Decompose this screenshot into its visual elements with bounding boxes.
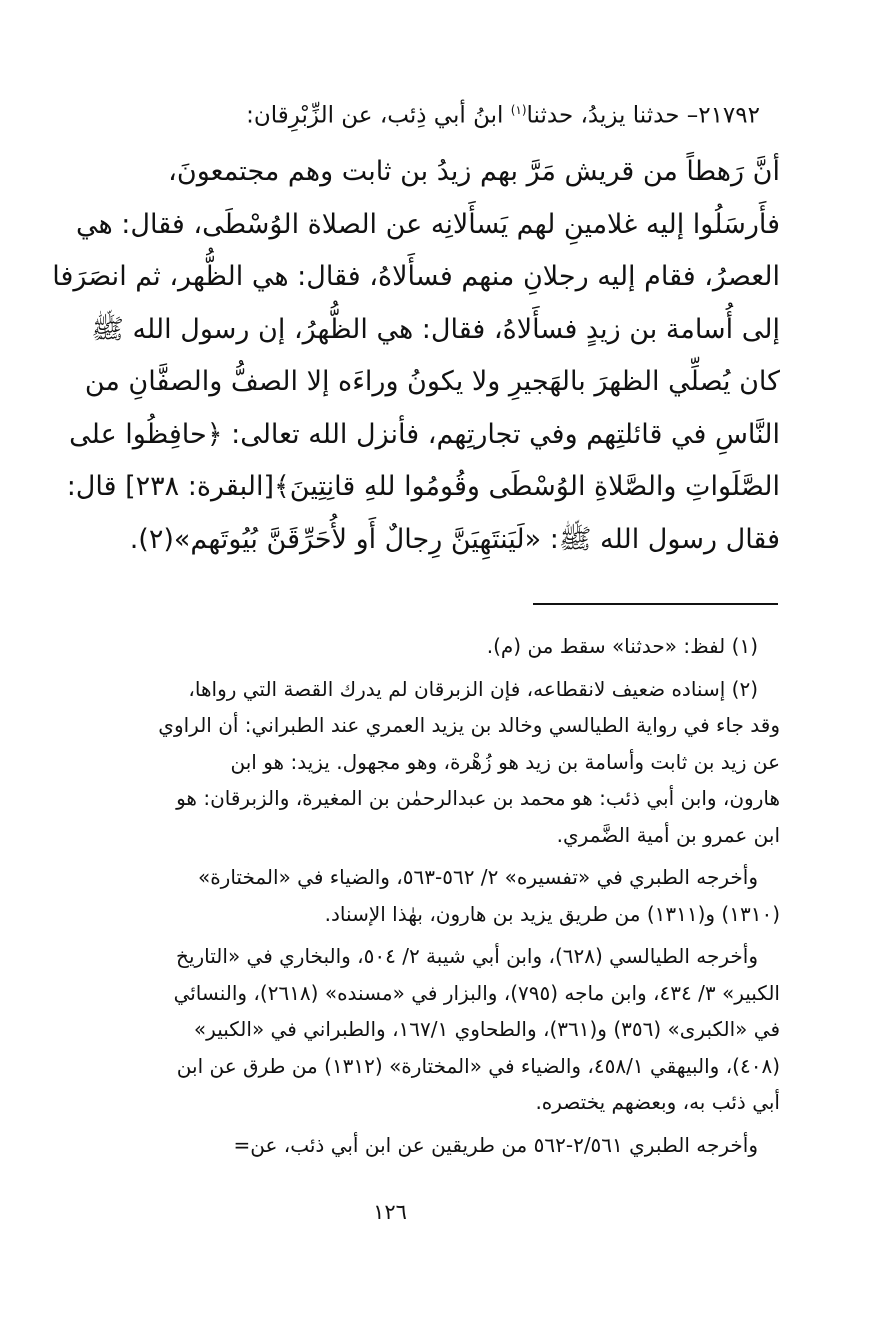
page-number: ١٢٦ bbox=[373, 1200, 407, 1224]
footnote-1 bbox=[80, 628, 780, 665]
footnote-2 bbox=[80, 671, 780, 854]
footnotes bbox=[80, 628, 780, 1169]
hadith-line: فقال رسول الله ﷺ: «لَيَنتَهِيَنَّ رِجالٌ أَو لأُحَرِّقَنَّ بُيُوتَهم»(٢). bbox=[129, 523, 780, 555]
footnote-line: هارون، وابن أبي ذئب: هو محمد بن عبدالرحمٰن بن المغيرة، والزبرقان: هو bbox=[176, 786, 780, 810]
hadith-line: العصرُ، فقام إليه رجلانِ منهم فسأَلاهُ، فقال: هي الظُّهر، ثم انصَرَفا bbox=[52, 261, 780, 292]
footnote-paragraph bbox=[80, 938, 780, 1121]
footnote-separator bbox=[533, 603, 778, 605]
hadith-line: فأَرسَلُوا إليه غلامينِ لهم يَسأَلانِه عن الصلاة الوُسْطَى، فقال: هي bbox=[75, 208, 780, 240]
hadith-number-chain: ٢١٧٩٢– حدثنا يزيدُ، حدثنا bbox=[526, 102, 760, 129]
hadith-line: أنَّ رَهطاً من قريش مَرَّ بهم زيدُ بن ثابت وهم مجتمعونَ، bbox=[168, 156, 780, 187]
footnote-line: أبي ذئب به، وبعضهم يختصره. bbox=[535, 1090, 780, 1114]
hadith-line: إلى أُسامة بن زيدٍ فسأَلاهُ، فقال: هي الظُّهرُ، إن رسول الله ﷺ bbox=[91, 313, 780, 345]
footnote-line: (١٣١٠) و(١٣١١) من طريق يزيد بن هارون، بهٰذا الإسناد. bbox=[324, 901, 780, 926]
hadith-chain-end: ابنُ أبي ذِئب، عن الزِّبْرِقان: bbox=[246, 102, 511, 129]
footnote-line: (٤٠٨)، والبيهقي ٤٥٨/١، والضياء في «المختارة» (١٣١٢) من طرق عن ابن bbox=[176, 1053, 780, 1078]
hadith-line: كان يُصلِّي الظهرَ بالهَجيرِ ولا يكونُ وراءَه إلا الصفُّ والصفَّانِ من bbox=[84, 366, 780, 397]
footnote-paragraph bbox=[80, 859, 780, 932]
footnote-line: (١) لفظ: «حدثنا» سقط من (م). bbox=[486, 634, 758, 658]
hadith-line: النَّاسِ في قائلتِهم وفي تجارتِهم، فأنزل الله تعالى: ﴿حافِظُوا على bbox=[69, 418, 780, 450]
footnote-line: وأخرجه الطبري في «تفسيره» ٢/ ٥٦٢-٥٦٣، والضياء في «المختارة» bbox=[197, 865, 758, 889]
footnote-line: في «الكبرى» (٣٥٦) و(٣٦١)، والطحاوي ١٦٧/١، والطبراني في «الكبير» bbox=[193, 1017, 780, 1041]
footnote-ref-1: (١) bbox=[510, 103, 527, 117]
footnote-line: الكبير» ٣/ ٤٣٤، وابن ماجه (٧٩٥)، والبزار في «مسنده» (٢٦١٨)، والنسائي bbox=[173, 980, 780, 1005]
footnote-line: وقد جاء في رواية الطيالسي وخالد بن يزيد العمري عند الطبراني: أن الراوي bbox=[158, 713, 780, 737]
hadith-text bbox=[52, 146, 780, 566]
footnote-line: وأخرجه الطبري ٢/٥٦١-٥٦٢ من طريقين عن ابن أبي ذئب، عن= bbox=[233, 1132, 758, 1157]
footnote-paragraph bbox=[80, 1127, 780, 1164]
hadith-heading bbox=[90, 92, 760, 134]
hadith-line: الصَّلَواتِ والصَّلاةِ الوُسْطَى وقُومُوا للهِ قانِتِينَ﴾[البقرة: ٢٣٨] قال: bbox=[66, 471, 780, 502]
footnote-line: عن زيد بن ثابت وأسامة بن زيد هو زُهْرة، وهو مجهول. يزيد: هو ابن bbox=[230, 749, 780, 774]
footnote-line: (٢) إسناده ضعيف لانقطاعه، فإن الزبرقان لم يدرك القصة التي رواها، bbox=[188, 676, 758, 701]
footnote-line: وأخرجه الطيالسي (٦٢٨)، وابن أبي شيبة ٢/ ٥٠٤، والبخاري في «التاريخ bbox=[176, 944, 758, 968]
footnote-line: ابن عمرو بن أمية الضَّمري. bbox=[556, 822, 780, 847]
